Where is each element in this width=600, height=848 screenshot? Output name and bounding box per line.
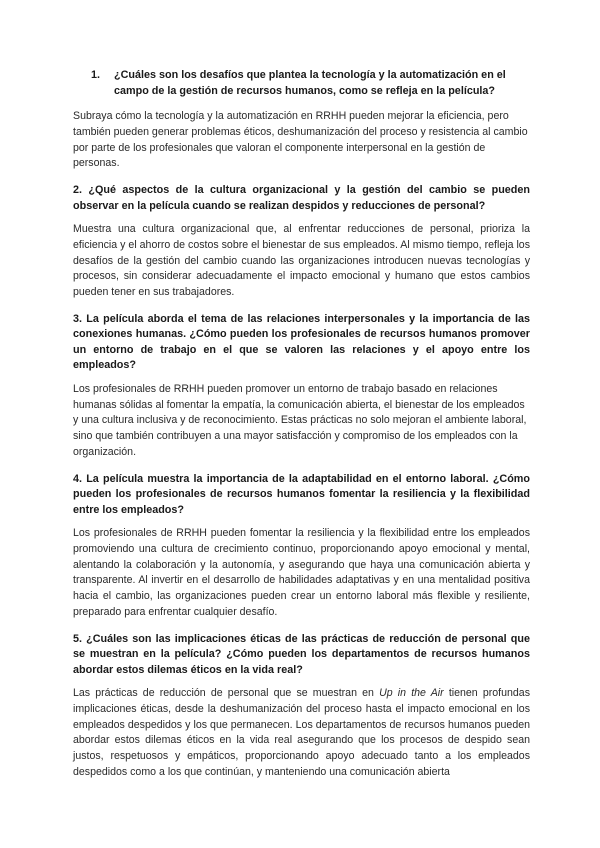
question-2: 2. ¿Qué aspectos de la cultura organizacional y la gestión del cambio se pueden observar en la película cuando se realizan despidos y reducciones de personal?	[73, 184, 530, 212]
answer-5	[73, 686, 530, 780]
question-1	[73, 68, 530, 99]
answer-5-intro: Las prácticas de reducción de personal que se muestran en	[73, 687, 380, 700]
question-1-text: ¿Cuáles son los desafíos que plantea la tecnología y la automatización en el campo de la gestión de recursos humanos, como se refleja en la película?	[114, 69, 506, 97]
document-page	[73, 68, 530, 792]
answer-3: Los profesionales de RRHH pueden promover un entorno de trabajo basado en relaciones humanas sólidas al fomentar la empatía, la comunicación abierta, el bienestar de los empleados y una cultura inclusiva y de reconocimiento. Estas prácticas no solo mejoran el ambiente laboral, sino que también contribuyen a una mayor satisfacción y compromiso de los empleados con la organización.	[73, 383, 527, 458]
answer-1: Subraya cómo la tecnología y la automatización en RRHH pueden mejorar la eficiencia, pero también pueden generar problemas éticos, deshumanización del proceso y resistencia al cambio por parte de los profesionales que valoran el componente interpersonal en la gestión de personas.	[73, 110, 528, 170]
movie-title: Up in the Air	[379, 687, 444, 700]
answer-2: Muestra una cultura organizacional que, al enfrentar reducciones de personal, prioriza la eficiencia y el ahorro de costos sobre el bienestar de sus empleados. Al mismo tiempo, refleja los desafíos de la gestión del cambio cuando las organizaciones introducen nuevas tecnologías y procesos, sin considerar adecuadamente el impacto emocional y humano que estos cambios pueden tener en sus trabajadores.	[73, 223, 530, 298]
question-4: 4. La película muestra la importancia de la adaptabilidad en el entorno laboral. ¿Cómo pueden los profesionales de recursos humanos fomentar la resiliencia y la flexibilidad entre los empleados?	[73, 472, 530, 516]
answer-4: Los profesionales de RRHH pueden fomentar la resiliencia y la flexibilidad entre los empleados promoviendo una cultura de crecimiento continuo, proporcionando apoyo emocional y mental, alentando la colaboración y la autonomía, y asegurando que haya una comunicación abierta y transparente. Al invertir en el desarrollo de habilidades adaptativas y en una mentalidad positiva hacia el cambio, las organizaciones pueden crear un entorno laboral más flexible y resiliente, preparado para enfrentar cualquier desafío.	[73, 527, 530, 618]
question-5: 5. ¿Cuáles son las implicaciones éticas de las prácticas de reducción de personal que se muestran en la película? ¿Cómo pueden los departamentos de recursos humanos abordar estos dilemas éticos en la vida real?	[73, 632, 530, 676]
question-3: 3. La película aborda el tema de las relaciones interpersonales y la importancia de las conexiones humanas. ¿Cómo pueden los profesionales de recursos humanos promover un entorno de trabajo en el que se valoren las relaciones y el apoyo entre los empleados?	[73, 312, 530, 372]
question-1-number: 1.	[91, 69, 101, 81]
answer-5-body: tienen profundas implicaciones éticas, desde la deshumanización del proceso hasta el impacto emocional en los empleados despedidos y los que permanecen. Los departamentos de recursos humanos pueden abordar estos dilemas éticos en la vida real asegurando que los procesos de despido sean justos, respetuosos y empáticos, proporcionando apoyo adecuado tanto a los empleados despedidos como a los que continúan, y manteniendo una comunicación abierta	[73, 687, 530, 778]
